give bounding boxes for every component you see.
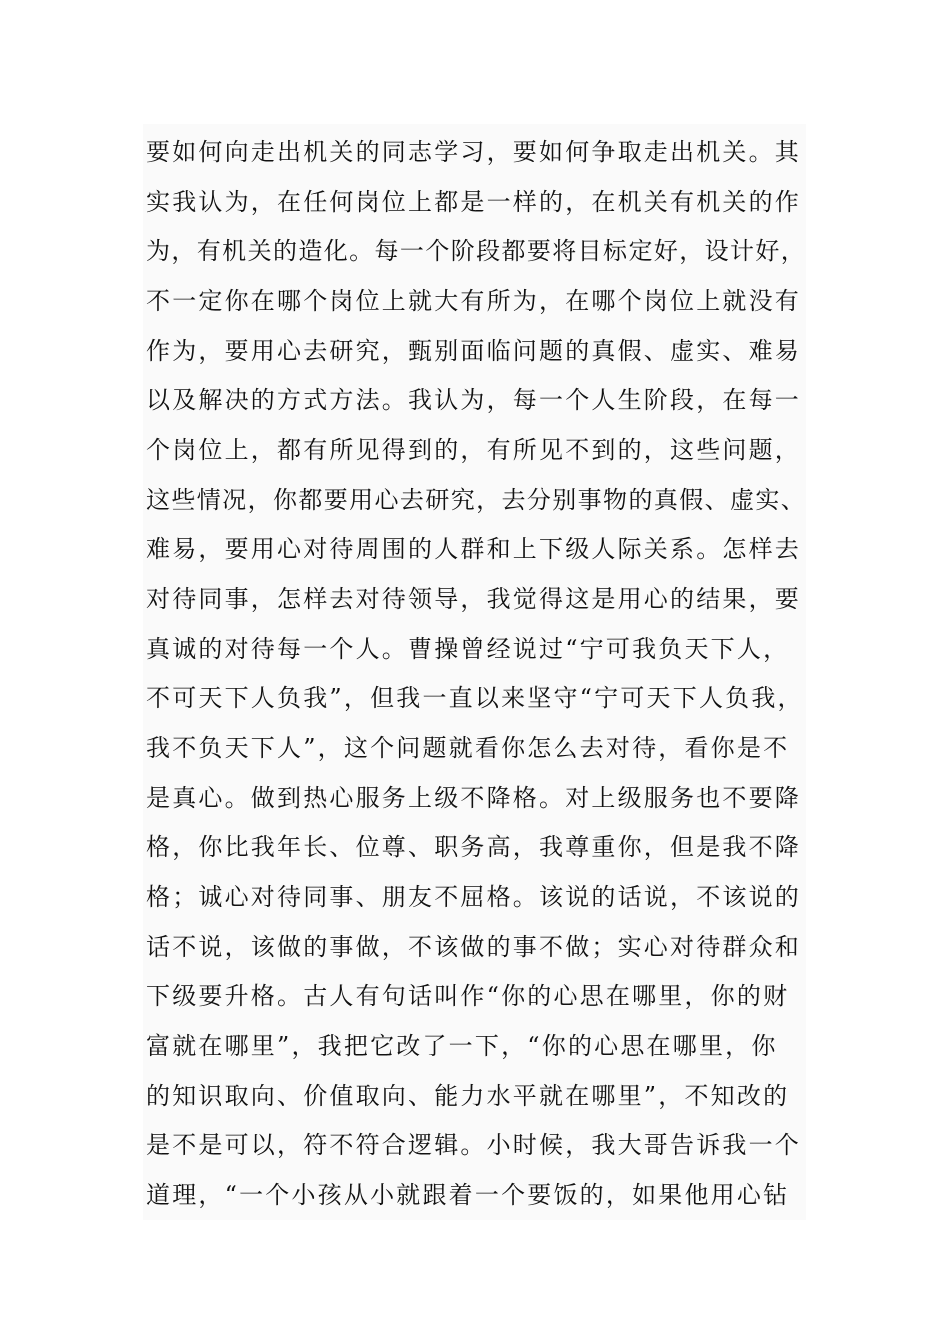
text-line: 道理，“一个小孩从小就跟着一个要饭的，如果他用心钻 — [146, 1181, 790, 1209]
text-line: 是真心。做到热心服务上级不降格。对上级服务也不要降 — [146, 784, 801, 812]
text-line: 下级要升格。古人有句话叫作“你的心思在哪里，你的财 — [146, 982, 790, 1010]
text-line: 为，有机关的造化。每一个阶段都要将目标定好，设计好， — [146, 237, 807, 265]
text-line: 这些情况，你都要用心去研究，去分别事物的真假、虚实、 — [146, 486, 807, 514]
text-line: 要如何向走出机关的同志学习，要如何争取走出机关。其 — [146, 138, 801, 166]
text-line: 富就在哪里”，我把它改了一下，“你的心思在哪里，你 — [146, 1032, 778, 1060]
text-line: 是不是可以，符不符合逻辑。小时候，我大哥告诉我一个 — [146, 1131, 801, 1159]
text-line: 作为，要用心去研究，甄别面临问题的真假、虚实、难易 — [146, 337, 801, 365]
text-block — [143, 124, 806, 1220]
text-line: 真诚的对待每一个人。曹操曾经说过“宁可我负天下人， — [146, 635, 790, 663]
text-line: 我不负天下人”，这个问题就看你怎么去对待，看你是不 — [146, 734, 790, 762]
text-line: 不可天下人负我”，但我一直以来坚守“宁可天下人负我， — [146, 684, 804, 712]
text-line: 以及解决的方式方法。我认为，每一个人生阶段，在每一 — [146, 386, 801, 414]
text-line: 难易，要用心对待周围的人群和上下级人际关系。怎样去 — [146, 535, 801, 563]
text-line: 格；诚心对待同事、朋友不屈格。该说的话说，不该说的 — [146, 883, 801, 911]
text-line: 格，你比我年长、位尊、职务高，我尊重你，但是我不降 — [146, 833, 801, 861]
text-line: 个岗位上，都有所见得到的，有所见不到的，这些问题， — [146, 436, 801, 464]
text-line: 的知识取向、价值取向、能力水平就在哪里”，不知改的 — [146, 1082, 790, 1110]
text-line: 实我认为，在任何岗位上都是一样的，在机关有机关的作 — [146, 188, 801, 216]
text-line: 不一定你在哪个岗位上就大有所为，在哪个岗位上就没有 — [146, 287, 801, 315]
text-line: 话不说，该做的事做，不该做的事不做；实心对待群众和 — [146, 933, 801, 961]
text-line: 对待同事，怎样去对待领导，我觉得这是用心的结果，要 — [146, 585, 801, 613]
